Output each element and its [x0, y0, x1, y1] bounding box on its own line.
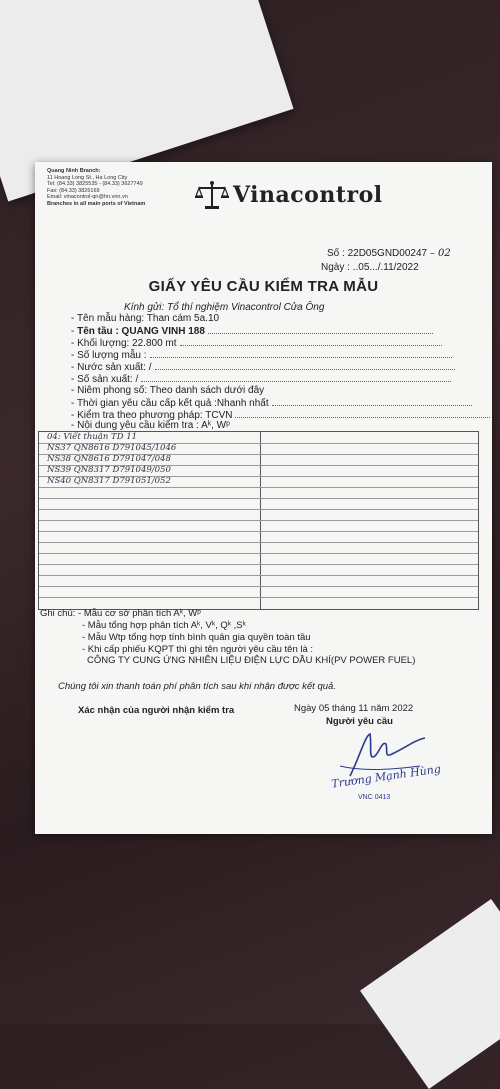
so-value: : 22D05GND00247	[342, 248, 428, 259]
note-item: - Mẫu cơ sở phân tích Aᵏ, Wᵖ	[78, 608, 201, 619]
request-document	[35, 162, 492, 834]
kinh-gui: Kính gửi: Tổ thí nghiệm Vinacontrol Cửa Ông	[124, 302, 325, 313]
field-line: - Khối lượng: 22.800 mt	[71, 337, 442, 349]
branch-name: Quang Ninh Branch:	[47, 168, 101, 174]
doc-number	[327, 248, 451, 259]
requester-label: Người yêu cầu	[326, 716, 393, 727]
field-line: - Niêm phong số: Theo danh sách dưới đây	[71, 385, 265, 396]
date-line: Ngày 05 tháng 11 năm 2022	[294, 703, 414, 714]
field-line: - Số lượng mẫu :	[71, 349, 452, 361]
handwritten-row: NS37 QN8616 D791045/1046	[47, 443, 177, 453]
thanks-text: Chúng tôi xin thanh toán phí phân tích sau khi nhận được kết quả.	[58, 681, 336, 692]
signer-name: Trương Mạnh Hùng	[330, 762, 442, 791]
stamp-code: VNC 0413	[358, 794, 391, 801]
background-paper-corner	[360, 899, 500, 1089]
handwritten-row: NS39 QN8317 D791049/050	[47, 465, 171, 475]
notes-label: Ghi chú:	[40, 608, 76, 619]
note-item: - Khi cấp phiếu KQPT thì ghi tên người yêu cầu tên là :	[82, 644, 314, 655]
so-label: Số	[327, 248, 340, 259]
company-name: CÔNG TY CUNG ỨNG NHIÊN LIỆU ĐIỆN LỰC DẦU KHÍ(PV POWER FUEL)	[87, 655, 416, 666]
field-line: - Thời gian yêu cầu cấp kết quả :Nhanh nhất	[71, 397, 472, 409]
handwritten-row: NS40 QN8317 D791051/052	[47, 476, 171, 486]
field-line: - Kiểm tra theo phương pháp: TCVN	[71, 409, 490, 421]
field-line: - Nước sản xuất: /	[71, 361, 455, 373]
ngay-label: Ngày	[321, 262, 345, 273]
note-item: - Mẫu Wtp tổng hợp tính bình quân gia quyền toàn tầu	[82, 632, 311, 643]
receiver-label: Xác nhận của người nhận kiểm tra	[78, 705, 235, 716]
branch-info	[47, 168, 145, 208]
so-handwritten: – 02	[429, 248, 451, 259]
sample-table	[38, 431, 479, 610]
branch-address: 11 Hoang Long St., Ha Long City	[47, 174, 128, 181]
scales-icon	[195, 180, 229, 210]
handwritten-row: NS38 QN8616 D791047/048	[47, 454, 171, 464]
branch-ports: Branches in all main ports of Vietnam	[47, 200, 146, 207]
ngay-value: : ..05.../.11/2022	[347, 262, 419, 273]
field-line: - Số sản xuất: /	[71, 373, 451, 385]
branch-email: Email: vinacontrol-qn@hn.vnn.vn	[47, 194, 128, 201]
notes	[40, 608, 201, 619]
brand-name: Vinacontrol	[233, 182, 383, 208]
field-line: - Tên mẫu hàng: Than cám 5a.10	[71, 313, 220, 324]
field-line: - Tên tầu : QUANG VINH 188	[71, 325, 433, 337]
note-item: - Mẫu tổng hợp phân tích Aᵏ, Vᵏ, Qᵏ ,Sᵏ	[82, 620, 246, 631]
doc-date	[321, 262, 419, 273]
handwritten-row: 04: Viết thuận TD 11	[47, 432, 138, 442]
field-line: - Nội dung yêu cầu kiểm tra : Aᵏ, Wᵖ	[71, 420, 230, 431]
branch-tel: Tel: (84.33) 3825535 - (84.33) 3627749	[47, 181, 143, 188]
brand-logo	[195, 180, 383, 210]
page-title: GIẤY YÊU CẦU KIỂM TRA MẪU	[148, 278, 379, 295]
branch-fax: Fax: (84.33) 3826169	[47, 187, 100, 194]
